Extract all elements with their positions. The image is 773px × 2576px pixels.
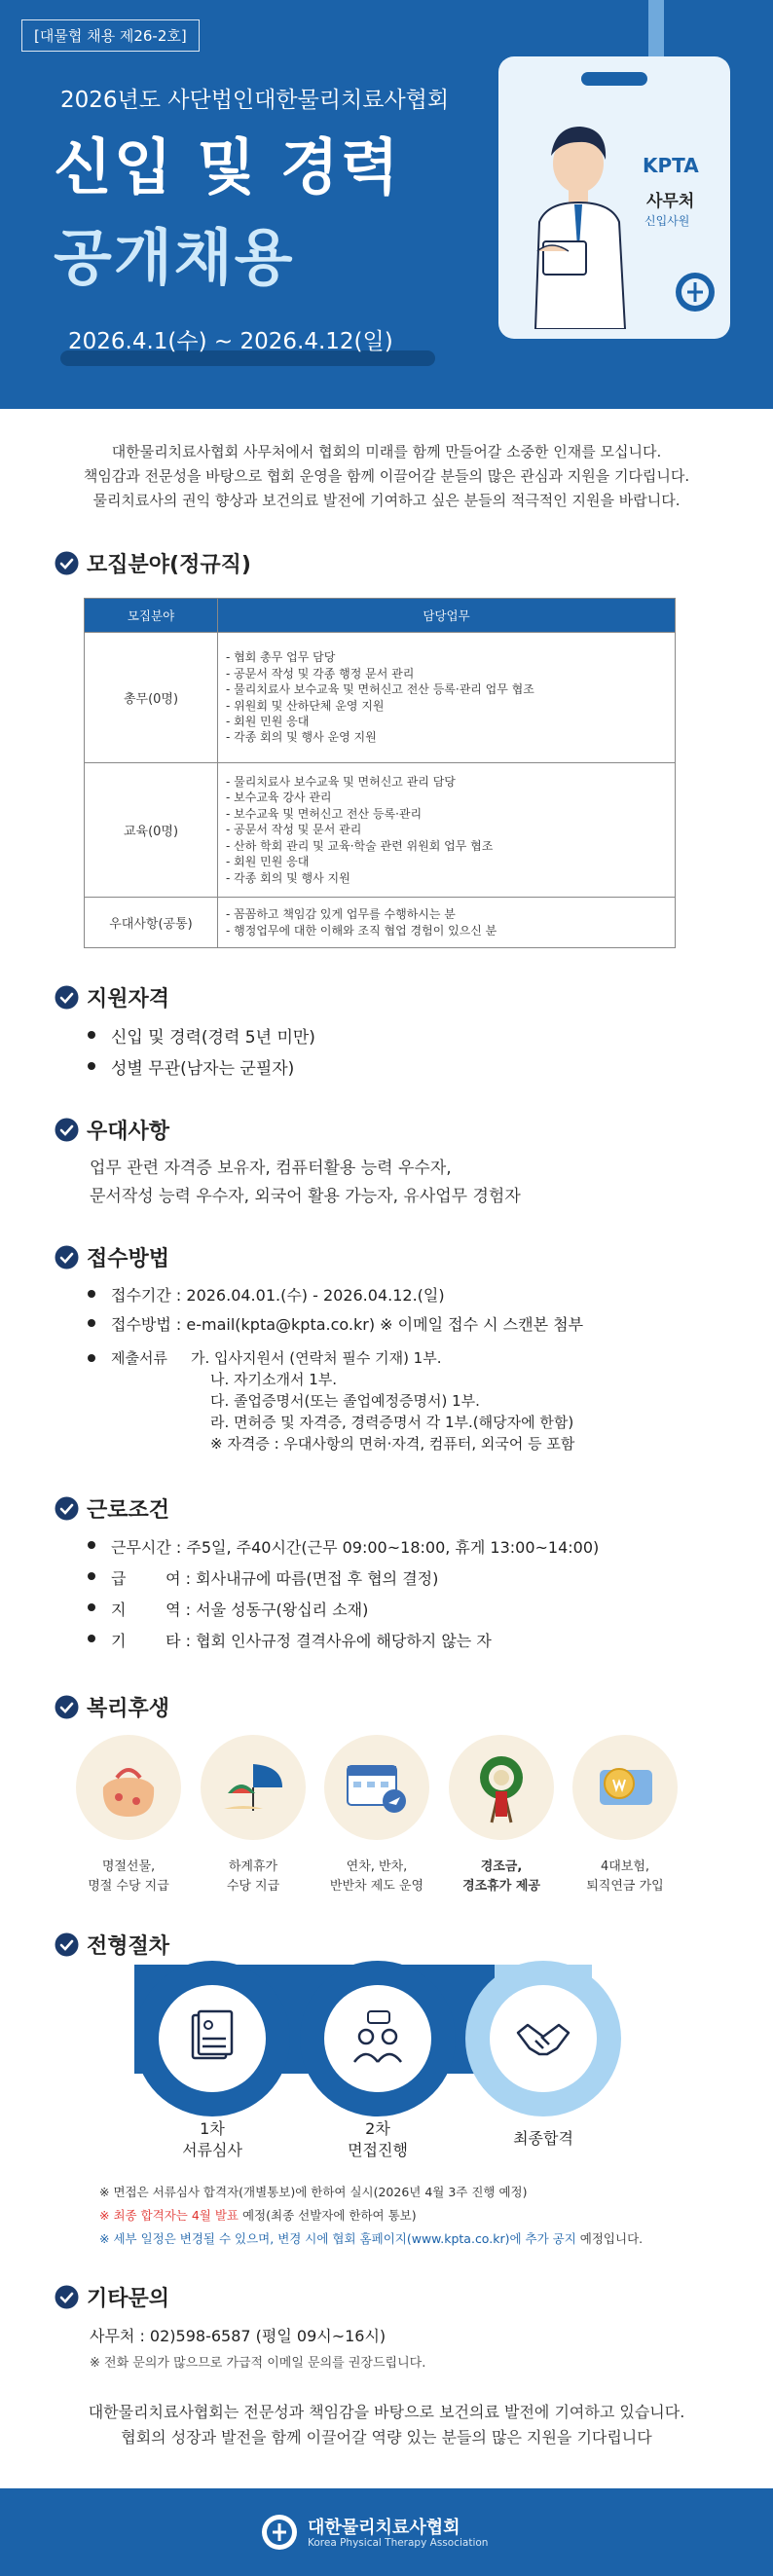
employee-illustration-icon (518, 115, 644, 329)
list-item: 라. 면허증 및 자격증, 경력증명서 각 1부.(해당자에 한함) (210, 1414, 574, 1431)
section-benefits (55, 1692, 169, 1722)
list-item: 나. 자기소개서 1부. (210, 1371, 338, 1388)
outro-text: 대한물리치료사협회는 전문성과 책임감을 바탕으로 보건의료 발전에 기여하고 있습니다. 협회의 성장과 발전을 함께 이끌어갈 역량 있는 분들의 많은 지원을 기다립니다 (88, 2403, 685, 2447)
preference-text: 업무 관련 자격증 보유자, 컴퓨터활용 능력 우수자, 문서작성 능력 우수자, 외국어 활용 가능자, 유사업무 경험자 (90, 1159, 521, 1206)
card-slot (581, 72, 647, 86)
process-label: 1차 서류심사 (182, 2119, 242, 2159)
card-brand: KPTA (643, 154, 699, 177)
intro-line: 물리치료사의 권익 향상과 보건의료 발전에 기여하고 싶은 분들의 적극적인 지원을 바랍니다. (92, 492, 681, 509)
process-notes (99, 2181, 643, 2251)
section-apply (55, 1242, 169, 1272)
process-note: ※ 면접은 서류심사 합격자(개별통보)에 한하여 실시(2026년 4월 3주 진행 예정) (99, 2185, 528, 2199)
section-preference (55, 1115, 169, 1145)
hero-banner (0, 0, 773, 409)
benefit-item (195, 1735, 312, 1896)
qualification-list (88, 1022, 315, 1085)
process-step-2 (300, 1961, 456, 2116)
section-recruit (55, 548, 251, 578)
list-item: 성별 무관(남자는 군필자) (88, 1053, 315, 1085)
benefit-label: 연차, 반차, (346, 1859, 408, 1874)
table-cell-duties: - 꼼꼼하고 책임감 있게 업무를 수행하시는 분 - 행정업무에 대한 이해와 조직 협업 경험이 있으신 분 (218, 898, 676, 948)
intro-line: 대한물리치료사협회 사무처에서 협회의 미래를 함께 만들어갈 소중한 인재를 모십니다. (111, 443, 662, 460)
check-circle-icon (55, 1496, 79, 1521)
footer-org-english: Korea Physical Therapy Association (308, 2537, 489, 2549)
check-circle-icon (55, 1118, 79, 1142)
list-item: 가. 입사지원서 (연락처 필수 기재) 1부. (191, 1349, 442, 1367)
benefit-item (443, 1735, 560, 1896)
card-dept: 사무처 (646, 192, 695, 211)
list-item: 기 타 : 협회 인사규정 결격사유에 해당하지 않는 자 (88, 1626, 599, 1657)
list-item: 접수기간 : 2026.04.01.(수) - 2026.04.12.(일) (88, 1281, 583, 1310)
list-item: 접수방법 : e-mail(kpta@kpta.co.kr) ※ 이메일 접수 시 스캔본 첨부 (88, 1310, 583, 1340)
notice-number: [대물협 채용 제26-2호] (21, 19, 200, 52)
section-qualification (55, 982, 169, 1012)
benefit-item (318, 1735, 435, 1896)
section-title: 지원자격 (87, 987, 170, 1012)
benefit-item (70, 1735, 187, 1896)
beach-icon (214, 1748, 292, 1826)
benefit-item (567, 1735, 683, 1896)
contact-note: ※ 전화 문의가 많으므로 가급적 이메일 문의를 권장드립니다. (90, 2356, 426, 2371)
process-note: ※ 최종 합격자는 4월 발표 예정(최종 선발자에 한하여 통보) (99, 2208, 417, 2223)
check-circle-icon (55, 551, 79, 575)
intro-text (0, 440, 773, 513)
benefit-label: 경조금, (480, 1859, 523, 1874)
process-step-1 (134, 1961, 290, 2116)
hero-dates: 2026.4.1(수) ~ 2026.4.12(일) (68, 329, 393, 354)
docs-list (88, 1347, 574, 1454)
check-circle-icon (55, 1245, 79, 1270)
work-list (88, 1532, 599, 1657)
benefit-label: 명절 수당 지급 (88, 1879, 169, 1894)
id-card (498, 56, 730, 339)
list-item: 근무시간 : 주5일, 주40시간(근무 09:00~18:00, 휴게 13:00~14:00) (88, 1532, 599, 1564)
benefit-label: 명절선물, (101, 1859, 156, 1874)
section-process (55, 1930, 169, 1960)
table-header: 담당업무 (218, 599, 676, 633)
section-title: 전형절차 (87, 1934, 170, 1959)
list-item: 지 역 : 서울 성동구(왕십리 소재) (88, 1595, 599, 1626)
benefit-label: 퇴직연금 가입 (586, 1879, 664, 1894)
benefit-label: 반반차 제도 운영 (329, 1879, 424, 1894)
table-cell-duties: - 물리치료사 보수교육 및 면허신고 관리 담당 - 보수교육 강사 관리 - 보수교육 및 면허신고 전산 등록·관리 - 공문서 작성 및 문서 관리 - 산하 학회 관리 및 교육·학술 관련 위원회 업무 협조 - 회원 민원 응대 - 각종 회의 및 행사 지원 (218, 763, 676, 898)
table-cell-duties: - 협회 총무 업무 담당 - 공문서 작성 및 각종 행정 문서 관리 - 물리치료사 보수교육 및 면허신고 전산 등록·관리 업무 협조 - 위원회 및 산하단체 운영 지원 - 회원 민원 응대 - 각종 회의 및 행사 운영 지원 (218, 633, 676, 763)
process-label: 최종합격 (513, 2129, 573, 2148)
wreath-icon (462, 1748, 540, 1826)
intro-line: 책임감과 전문성을 바탕으로 협회 운영을 함께 이끌어갈 분들의 많은 관심과 지원을 기다립니다. (83, 467, 690, 485)
hero-subtitle: 2026년도 사단법인대한물리치료사협회 (60, 88, 450, 113)
list-item: 급 여 : 회사내규에 따름(면접 후 협의 결정) (88, 1564, 599, 1595)
table-row (85, 763, 676, 898)
section-title: 근로조건 (87, 1498, 170, 1523)
recruit-table (84, 598, 676, 948)
calendar-plane-icon (338, 1748, 416, 1826)
benefit-label: 수당 지급 (226, 1879, 280, 1894)
association-logo-icon (261, 2514, 298, 2551)
hero-title-line2: 공개채용 (54, 222, 295, 293)
section-contact (55, 2282, 169, 2312)
table-cell-category: 교육(0명) (85, 763, 218, 898)
benefit-label: 하계휴가 (228, 1859, 278, 1874)
check-circle-icon (55, 985, 79, 1010)
footer-org-name: 대한물리치료사협회 (308, 2518, 460, 2538)
list-item: 신입 및 경력(경력 5년 미만) (88, 1022, 315, 1053)
association-emblem-icon (674, 271, 717, 313)
interview-icon (349, 2009, 407, 2068)
docs-note: ※ 자격증 : 우대사항의 면허·자격, 컴퓨터, 외국어 등 포함 (210, 1435, 575, 1453)
benefit-label: 경조휴가 제공 (462, 1879, 540, 1894)
card-role: 신입사원 (644, 214, 690, 228)
section-work (55, 1493, 169, 1524)
document-icon (183, 2009, 241, 2068)
check-circle-icon (55, 1695, 79, 1719)
benefit-label: 4대보험, (600, 1859, 650, 1874)
apply-list (88, 1281, 583, 1340)
gift-bag-icon (90, 1748, 167, 1826)
table-cell-category: 우대사항(공통) (85, 898, 218, 948)
docs-label: 제출서류 (88, 1347, 191, 1454)
check-circle-icon (55, 1932, 79, 1957)
section-title: 접수방법 (87, 1247, 170, 1271)
hero-title-line1: 신입 및 경력 (54, 131, 401, 202)
section-title: 우대사항 (87, 1120, 170, 1144)
table-header: 모집분야 (85, 599, 218, 633)
process-note: ※ 세부 일정은 변경될 수 있으며, 변경 시에 협회 홈페이지(www.kpta.co.kr)에 추가 공지 예정입니다. (99, 2231, 644, 2246)
section-title: 모집분야(정규직) (87, 553, 251, 577)
check-circle-icon (55, 2285, 79, 2309)
process-label: 2차 면접진행 (348, 2119, 408, 2159)
contact-info (90, 2323, 425, 2377)
table-row (85, 898, 676, 948)
section-title: 복리후생 (87, 1697, 170, 1721)
list-item: 다. 졸업증명서(또는 졸업예정증명서) 1부. (210, 1392, 480, 1410)
table-cell-category: 총무(0명) (85, 633, 218, 763)
process-step-3 (465, 1961, 621, 2116)
footer (0, 2488, 773, 2576)
contact-phone: 사무처 : 02)598-6587 (평일 09시~16시) (90, 2327, 386, 2345)
lanyard-strap (648, 0, 664, 58)
handshake-icon (514, 2009, 572, 2068)
table-row (85, 633, 676, 763)
section-title: 기타문의 (87, 2287, 170, 2311)
coin-card-icon (586, 1748, 664, 1826)
